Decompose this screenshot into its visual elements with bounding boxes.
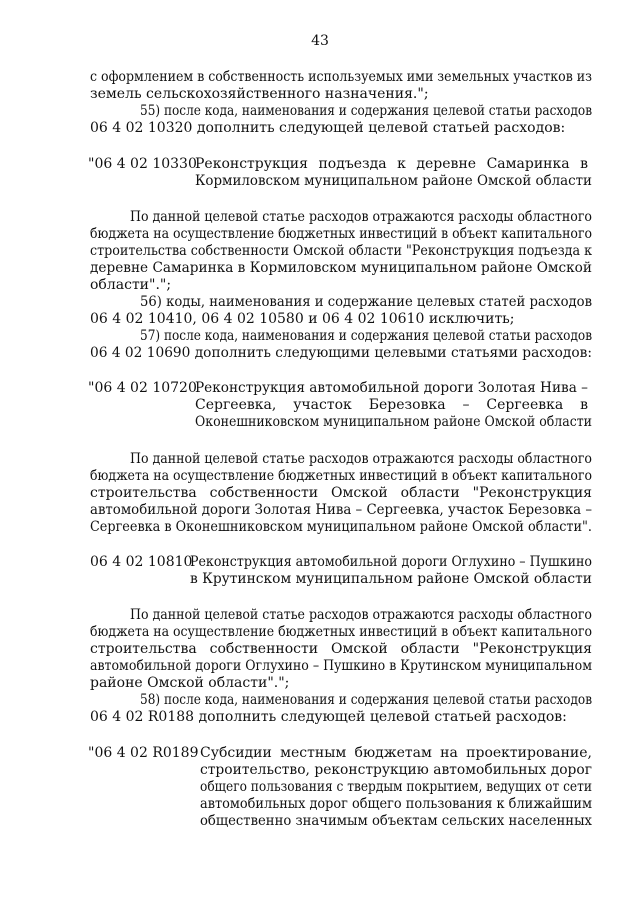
budget-item-title: общественно значимым объектам сельских населенных	[200, 813, 592, 829]
budget-item-title: автомобильных дорог общего пользования к ближайшим	[200, 796, 592, 812]
text-line: 06 4 02 R0188 дополнить следующей целевой статьей расходов:	[90, 709, 567, 725]
text-line: строительства собственности Омской области "Реконструкция	[90, 485, 592, 501]
text-line: автомобильной дороги Золотая Нива – Сергеевка, участок Березовка –	[90, 502, 592, 518]
text-line: области".";	[90, 277, 172, 293]
budget-code: "06 4 02 10720	[88, 380, 197, 396]
text-line: земель сельскохозяйственного назначения.";	[90, 86, 429, 102]
text-line: бюджета на осуществление бюджетных инвестиций в объект капитального	[90, 468, 592, 484]
text-line: 06 4 02 10320 дополнить следующей целевой статьей расходов:	[90, 120, 566, 136]
text-line: 06 4 02 10690 дополнить следующими целевыми статьями расходов:	[90, 345, 592, 361]
text-line: строительства собственности Омской области "Реконструкция подъезда к	[90, 243, 592, 259]
text-line: деревне Самаринка в Кормиловском муниципальном районе Омской	[90, 260, 592, 276]
budget-code: "06 4 02 R0189	[88, 745, 199, 761]
text-line: 58) после кода, наименования и содержания целевой статьи расходов	[140, 692, 592, 708]
text-line: районе Омской области".";	[90, 675, 290, 691]
text-line: 56) коды, наименования и содержание целевых статей расходов	[140, 294, 592, 310]
budget-item-title: Реконструкция подъезда к деревне Самаринка в	[195, 156, 588, 172]
text-line: 06 4 02 10410, 06 4 02 10580 и 06 4 02 10610 исключить;	[90, 311, 515, 327]
text-line: 57) после кода, наименования и содержания целевой статьи расходов	[140, 328, 592, 344]
budget-item-title: Сергеевка, участок Березовка – Сергеевка в	[195, 397, 588, 413]
budget-item-title: Оконешниковском муниципальном районе Омской области	[195, 414, 592, 430]
budget-code: "06 4 02 10330	[88, 156, 197, 172]
budget-item-title: строительство, реконструкцию автомобильных дорог	[200, 762, 592, 778]
text-line: Сергеевка в Оконешниковском муниципальном районе Омской области".	[90, 519, 592, 535]
budget-item-title: Кормиловском муниципальном районе Омской области	[195, 173, 592, 189]
text-line: строительства собственности Омской области "Реконструкция	[90, 641, 592, 657]
text-line: По данной целевой статье расходов отражаются расходы областного	[130, 607, 592, 623]
budget-item-title: Субсидии местным бюджетам на проектирование,	[200, 745, 592, 761]
text-line: автомобильной дороги Оглухино – Пушкино в Крутинском муниципальном	[90, 658, 592, 674]
text-line: По данной целевой статье расходов отражаются расходы областного	[130, 209, 592, 225]
budget-item-title: Реконструкция автомобильной дороги Золотая Нива –	[195, 380, 588, 396]
text-line: 55) после кода, наименования и содержания целевой статьи расходов	[140, 103, 592, 119]
budget-item-title: Реконструкция автомобильной дороги Оглухино – Пушкино	[190, 554, 592, 570]
text-line: По данной целевой статье расходов отражаются расходы областного	[130, 451, 592, 467]
text-line: бюджета на осуществление бюджетных инвестиций в объект капитального	[90, 226, 592, 242]
budget-code: 06 4 02 10810	[90, 554, 193, 570]
text-line: с оформлением в собственность используемых ими земельных участков из	[90, 69, 592, 85]
text-line: бюджета на осуществление бюджетных инвестиций в объект капитального	[90, 624, 592, 640]
page-number: 43	[311, 33, 329, 49]
budget-item-title: в Крутинском муниципальном районе Омской области	[190, 571, 592, 587]
budget-item-title: общего пользования с твердым покрытием, ведущих от сети	[200, 779, 592, 795]
